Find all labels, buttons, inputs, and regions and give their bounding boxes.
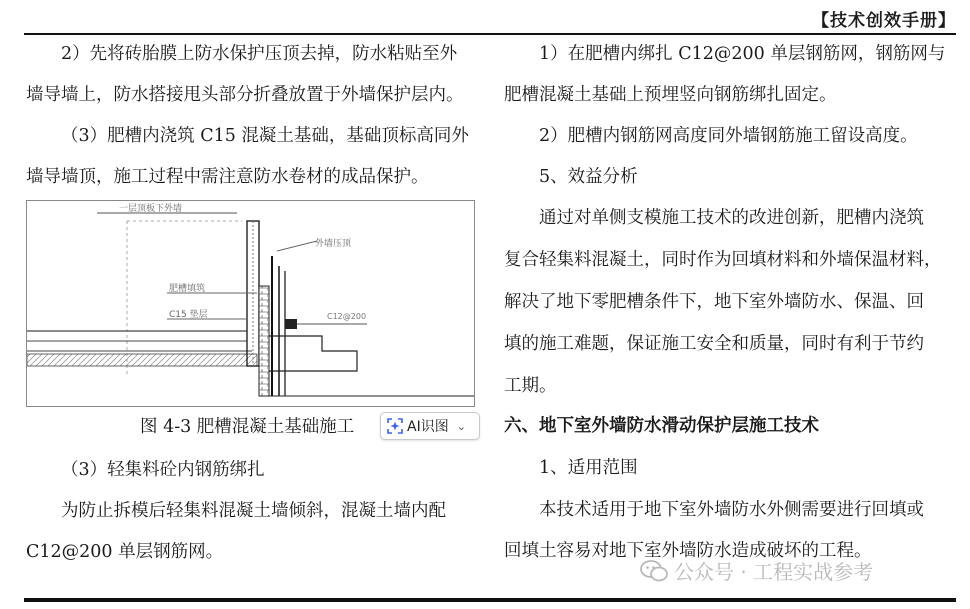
figure-caption: 图 4-3 肥槽混凝土基础施工 <box>140 417 355 437</box>
construction-diagram <box>27 201 474 406</box>
paragraph: （3）轻集料砼内钢筋绑扎 <box>61 460 265 480</box>
paragraph: 工期。 <box>504 376 557 396</box>
handbook-title: 【技术创效手册】 <box>812 11 956 31</box>
paragraph: 复合轻集料混凝土，同时作为回填材料和外墙保温材料， <box>504 250 942 270</box>
paragraph: 1）在肥槽内绑扎 C12@200 单层钢筋网，钢筋网与 <box>539 44 946 64</box>
watermark-text: 公众号 · 工程实战参考 <box>674 560 874 584</box>
paragraph: C12@200 单层钢筋网。 <box>26 542 224 562</box>
figure-label: 外墙压顶 <box>315 239 352 249</box>
paragraph: 本技术适用于地下室外墙防水外侧需要进行回填或 <box>539 500 924 520</box>
paragraph: 填的施工难题，保证施工安全和质量，同时有利于节约 <box>504 334 924 354</box>
svg-text:C12@200: C12@200 <box>327 312 367 321</box>
paragraph: 回填土容易对地下室外墙防水造成破坏的工程。 <box>504 541 872 561</box>
ai-recognize-button[interactable] <box>380 412 480 440</box>
figure-label: 一层顶板下外墙 <box>119 204 183 214</box>
ai-scan-icon <box>387 418 403 434</box>
paragraph: 墙导墙上，防水搭接甩头部分折叠放置于外墙保护层内。 <box>26 85 464 105</box>
ai-button-label: AI识图 <box>407 419 449 435</box>
paragraph: 2）肥槽内钢筋网高度同外墙钢筋施工留设高度。 <box>539 126 918 146</box>
figure-label: C15 垫层 <box>169 310 208 320</box>
watermark <box>640 556 873 585</box>
section-heading: 5、效益分析 <box>539 167 638 187</box>
footer-rule <box>24 598 956 602</box>
paragraph: 肥槽混凝土基础上预埋竖向钢筋绑扎固定。 <box>504 85 837 105</box>
paragraph: （3）肥槽内浇筑 C15 混凝土基础，基础顶标高同外 <box>61 126 469 146</box>
paragraph: 解决了地下零肥槽条件下，地下室外墙防水、保温、回 <box>504 292 924 312</box>
chevron-down-icon: ⌄ <box>456 419 466 433</box>
wechat-icon <box>640 560 668 582</box>
subsection-heading: 1、适用范围 <box>539 458 638 478</box>
paragraph: 通过对单侧支模施工技术的改进创新，肥槽内浇筑 <box>539 208 924 228</box>
figure-label: 肥槽填筑 <box>169 284 206 294</box>
section-heading: 六、地下室外墙防水滑动保护层施工技术 <box>504 416 819 436</box>
figure-drawing[interactable] <box>26 200 475 407</box>
paragraph: 2）先将砖胎膜上防水保护压顶去掉，防水粘贴至外 <box>61 44 458 64</box>
paragraph: 墙导墙顶，施工过程中需注意防水卷材的成品保护。 <box>26 167 429 187</box>
paragraph: 为防止拆模后轻集料混凝土墙倾斜，混凝土墙内配 <box>61 501 446 521</box>
